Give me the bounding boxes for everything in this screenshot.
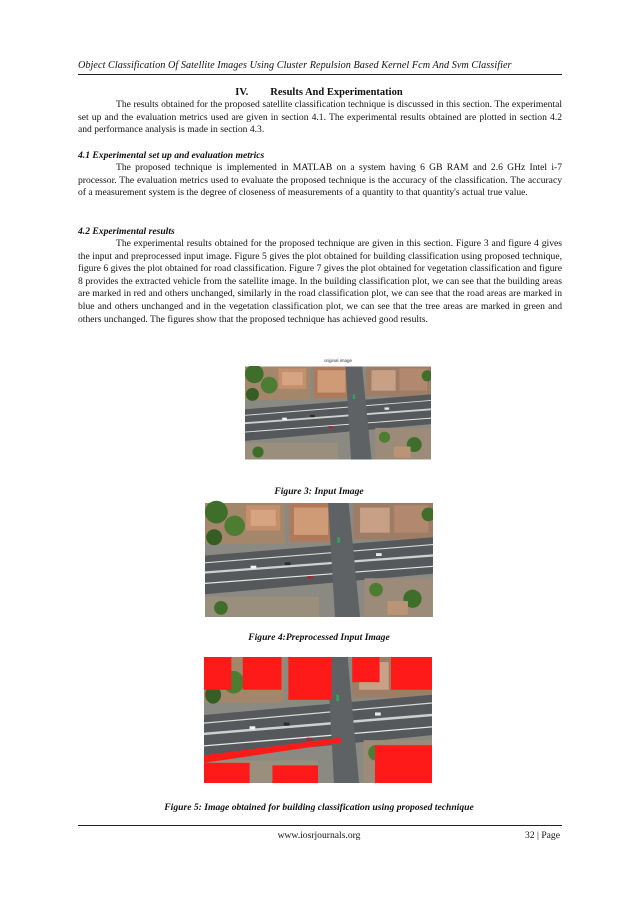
section-intro: [78, 99, 562, 137]
figure-4-aerial: [205, 495, 433, 625]
figure-4-caption: Figure 4:Preprocessed Input Image: [248, 632, 390, 643]
footer-rule: [78, 825, 562, 826]
footer-page-number: 32 | Page: [525, 830, 560, 841]
header-rule: [78, 74, 562, 75]
footer-url[interactable]: www.iosrjournals.org: [277, 830, 361, 841]
figure-4-image: [205, 495, 433, 625]
subsection-4-1-text: The proposed technique is implemented in MATLAB on a system having 6 GB RAM and 2.6 GHz Intel i-7 processor. The evaluation metrics used to evaluate the proposed technique is the accuracy of the classification. The accuracy of a measurement system is the degree of closeness of measurements of a quantity to that quantity's actual true value.: [78, 162, 562, 199]
section-number: IV.: [235, 87, 249, 98]
figure-5-image: [204, 657, 432, 783]
subsection-4-2-text: The experimental results obtained for the proposed technique are given in this section. Figure 3 and figure 4 gives the input and preprocessed input image. Figure 5 gives the plot obtained for building classification using proposed technique, figure 6 gives the plot obtained for road classification. Figure 7 gives the plot obtained for vegetation classification and figure 8 provides the extracted vehicle from the satellite image. In the building classification plot, we can see that the building areas are marked in red and others unchanged, similarly in the road classification plot, we can see that the road areas are marked in blue and others unchanged and in the vegetation classification plot, we can see that the tree areas are marked in green and others unchanged. The figures show that the proposed technique has achieved good results.: [78, 238, 562, 325]
subsection-4-2-heading: 4.2 Experimental results: [78, 226, 175, 237]
figure-5-aerial: [204, 657, 432, 783]
running-header: Object Classification Of Satellite Images Using Cluster Repulsion Based Kernel Fcm And Svm Classifier: [78, 60, 512, 71]
subsection-4-1-heading: 4.1 Experimental set up and evaluation metrics: [78, 150, 265, 161]
subsection-4-2-body: [78, 238, 562, 326]
figure-3-caption: Figure 3: Input Image: [274, 486, 364, 497]
section-title: [0, 87, 638, 98]
section-intro-text: The results obtained for the proposed satellite classification technique is discussed in this section. The experimental set up and the evaluation metrics used are given in section 4.1. The experimental results obtained are plotted in section 4.2 and performance analysis is made in section 4.3.: [78, 99, 562, 136]
figure-3-aerial: [245, 366, 431, 460]
subsection-4-1-body: [78, 162, 562, 200]
figure-3-inner-label: original image: [323, 358, 352, 363]
section-heading: Results And Experimentation: [270, 87, 403, 98]
figure-3-image: [245, 358, 431, 460]
figure-5-caption: Figure 5: Image obtained for building classification using proposed technique: [164, 802, 474, 813]
